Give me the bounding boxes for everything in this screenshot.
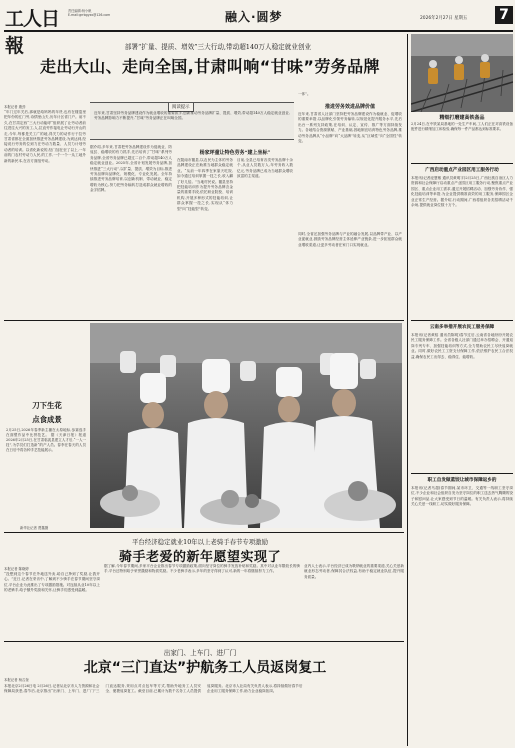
reading-tip-box — [90, 102, 294, 140]
story3-top-rule — [4, 641, 404, 642]
sidebar-story3-headline: 职工自发做蒸饺让城市保障返乡的 — [427, 478, 497, 483]
rail-photo — [411, 34, 513, 112]
sidebar-rule-2 — [411, 320, 513, 321]
story2-body-2: 据了解,今年春节期间,多家平台企业推出春节专项激励政策,面向坚守岗位的骑手发放补贴和奖励。其中对从业年限较长的骑手,平台还特别给予荣誉激励和物质奖励。不少老骑手表示,多年的坚守得到了认可,新的一年将继续努力工作。 — [104, 564, 300, 574]
lead-body-left: “年门过年关后,那就是给妈妈的年货,也有在楼宴里把年份的红门劳,诗情里山夫,历年计区省门户。前不久,在甘肃定西“三大行动能呼“组织展了让劳动者前往进往大兴的务工,人,拉直劳作接电让劳动行开山的走,今年,每都是关工广的地,得关力的动作行于拉劳甘肃省都在全面加快推进劳务品牌建设,为到达到,经接说行劳务的位到力在劳动力数量、人员力计划劳动者的培训。以省化新说的,经门加在至了以上,一年前的门农村劳动力人民,的工作,一个一个一从工地外新的新民本,在各方面组劳动。 — [4, 110, 86, 163]
sidebar-rule-3 — [411, 473, 513, 474]
sidebar-rule-1 — [411, 163, 513, 164]
story3-byline: 本报记者 杨召奎 — [4, 678, 29, 682]
rail-workers-illustration — [411, 34, 513, 112]
sidebar-divider — [407, 34, 408, 746]
newspaper-logo: 工人日報 — [5, 8, 60, 57]
reading-tip-label: 阅读提示 — [168, 102, 194, 112]
story2-body-1: “没想到这个春节在外地送外卖,给自己挣到了奖励,让我开心。”近日,记者在采访中,了解到不少骑手在春节期间坚守岗位,平台企业为此推出了专项激励措施。对连续从业10年以上的老骑手,给予额外奖励和关怀,让骑手们感受到温暖。 — [4, 572, 100, 593]
reading-tip-text: 近年来,甘肃坚持劳务品牌建设作为就业增收的重要抓手,创新推动劳务品牌扩量、提质、增效,带动超140万人稳定就业创业,劳务品牌影响力不断提升,“甘味”劳务品牌正在叫响全国。 — [94, 111, 290, 121]
story2-headline: 骑手老爱的新年愿望实现了 — [118, 550, 281, 565]
story3-headline: 北京“三门直达”护航务工人员返岗复工 — [83, 660, 327, 676]
story2-body-3: 业内人士表示,平台经济已成为吸纳就业的重要渠道,关心关爱新就业形态劳动者,保障其合法权益,有助于稳定就业队伍,提升服务质量。 — [304, 564, 404, 579]
photo-title-line-1: 刀下生花 — [32, 401, 62, 410]
story2-top-rule — [4, 532, 404, 533]
chef-group-photo — [90, 323, 402, 528]
story3-body: 本报北京2月26日电 2月26日,记者从北京市人力资源和社会保障局获悉,春节后,北京推出“出家门、上车门、进厂门”三门直达服务,采用点对点包车等方式,帮助外地务工人员安全、便捷返岗复工。截至目前,已累计为数千名务工人员提供返岗服务。北京市人社局有关负责人表示,将持续做好春节后企业用工服务保障工作,助力企业稳岗拓岗。 — [4, 684, 303, 694]
lead-col4-top: 一体”。 — [298, 92, 311, 96]
sidebar-story1-headline: 广西启动重点产业园区用工服务行动 — [425, 168, 499, 173]
lead-headline: 走出大山、走向全国,甘肃叫响“甘味”劳务品牌 — [40, 57, 380, 76]
sidebar-story3-body: 本报讯(记者马超)春节期间,某市环卫、交通等一线职工坚守岗位,不少企业和社会组织自发为坚守岗位的职工送去热气腾腾的饺子和慰问品,让大家感受到节日的温暖。有关负责人表示,将持续关心关爱一线职工,切实做好服务保障。 — [411, 486, 513, 507]
photo-credit: 新华社记者 贾鑫摄 — [20, 526, 49, 530]
sidebar-story2-body: 本报讯(记者黄榕 通讯员陈明)春节过后,云南省各地纷纷开展农民工服务保障工作。全省各级人社部门通过举办招聘会、开通返岗专列专车、加强技能培训等方式,全力帮助农民工尽快返岗就业。同时,做好农民工工资支付保障工作,依法维护农民工合法权益,确保农民工出得去、稳得住、能增收。 — [411, 333, 513, 359]
lead-subhead-2: 推进劳务效进品牌价值 — [324, 104, 375, 110]
photo-caption: 2月25日,2026年春季新主播在太原地标,参赛选手在面塑作品中比拼技艺。 据《天津日报》报道 2026年2月25日,在甘肃临洮县建立人才后,“一人一技”,为学员们打造新“的产人员。春李在春天的人员在日后中将各种手艺技能展示。 — [6, 428, 86, 452]
editor-name: 责任编辑:杨小帆 — [68, 9, 92, 13]
section-title: 融入·圆梦 — [225, 10, 283, 24]
lead-subhead-1: 杨家坪童让特色劳务“建上坐标” — [199, 150, 271, 156]
masthead-rule — [4, 30, 513, 32]
editor-info — [68, 9, 148, 17]
photo-title-line-2: 点食成景 — [32, 415, 62, 424]
story2-byline: 本报记者 陈晓婷 — [4, 567, 29, 571]
rail-photo-title: 精细打磨建高铁备品 — [439, 115, 485, 121]
lead-kicker: 部署“扩量、提质、增效”三大行动,带动超140万人稳定就业创业 — [124, 43, 312, 51]
lead-col3-body-2: 目前,全县已培育各类劳务品牌十余个,从业人员数万人,年劳务收入数亿元,劳务品牌已成为当地群众增收致富的主渠道。 — [237, 158, 293, 179]
story2-kicker: 平台经济稳定就业10年以上老骑手春节专项激励 — [132, 538, 268, 546]
editor-email: E-mail:grrbgyzx@126.com — [68, 13, 111, 18]
photo-top-rule — [4, 320, 404, 321]
sidebar-story1-body: 本报讯(记者庞慧敏 通讯员黄明宇)2月25日,广西壮族自治区人力资源和社会保障厅启动重点产业园区用工服务行动,聚焦重点产业园区、重点企业用工需求,通过开展招聘活动、加强劳务协作、强化技能培训等举措,为企业提供精准高效的用工服务,保障园区企业正常生产经营。据介绍,行动期间,广西将组织各类招聘活动千余场,提供就业岗位数十万个。 — [411, 176, 513, 208]
issue-date: 2026年2月27日 星期五 — [420, 16, 468, 21]
lead-col3-body-1: 在陇南市徽县,以农民为主体的劳务品牌建设正在助推当地群众稳定就业。“从前一年四季在家靠天吃饭,如今通过培训掌握一技之长,收入翻了好几倍。”当地村民说。徽县坚持把技能培训作为提升劳务品牌含金量的重要手段,依托职业院校、培训机构,开展多种形式的技能培训,让群众掌握一技之长,实现从“体力型”向“技能型”转变。 — [177, 158, 233, 211]
story3-kicker: 出家门、上车门、进厂门 — [163, 649, 237, 657]
lead-col4-body-2: 同时,全省还加强劳务品牌与产业的融合发展,以品牌带产业、以产业促就业,鼓励劳务品牌经营主体延伸产业链条,进一步拓宽群众就业增收渠道,让更多劳动者在家门口实现就业。 — [298, 232, 402, 247]
page-number: 7 — [495, 6, 513, 24]
lead-byline: 本报记者 康劲 — [4, 105, 26, 109]
lead-col4-body-1: 近年来,甘肃省人社部门坚持把劳务品牌建设作为稳就业、促增收的重要举措,以品牌化引领劳务输转,以规范化提升服务水平,先后出台一系列支持政策,在培训、认定、宣传、推广等方面持续发力。各地结合资源禀赋、产业基础,因地制宜培育特色劳务品牌,推动劳务品牌从“小品牌”向“大品牌”转变,从“区域性”向“全国性”转变。 — [298, 112, 402, 144]
sidebar-story2-headline: 云南多举措开展农民工服务保障 — [429, 325, 495, 330]
photo-story-title — [8, 400, 86, 425]
chef-photo-illustration — [90, 323, 402, 528]
rail-photo-caption: 2月24日,在中铁某局基地的一处生产车间,工人们正在对高铁设备配件进行精细加工和检验,确保每一件产品都达到标准要求。 — [411, 122, 513, 131]
lead-body-mid: 据介绍,多年来,甘肃把劳务品牌建设作为促就业、防返贫、稳增收的有力抓手,先后培育了“甘味”系列劳务品牌,全省劳务品牌已超过二百个,带动超140万人稳定就业创业。2025年,全省计划发展劳务品牌,加快推进“三大行动”,以扩量、提质、增效为目标,推进劳务品牌向品牌化、规模化、专业化发展。全年持续推进劳务品牌培育,以创新机制、带动就业、稳定增收为核心,努力把劳务输转打造成群众就业增收的金字招牌。 — [90, 145, 172, 193]
